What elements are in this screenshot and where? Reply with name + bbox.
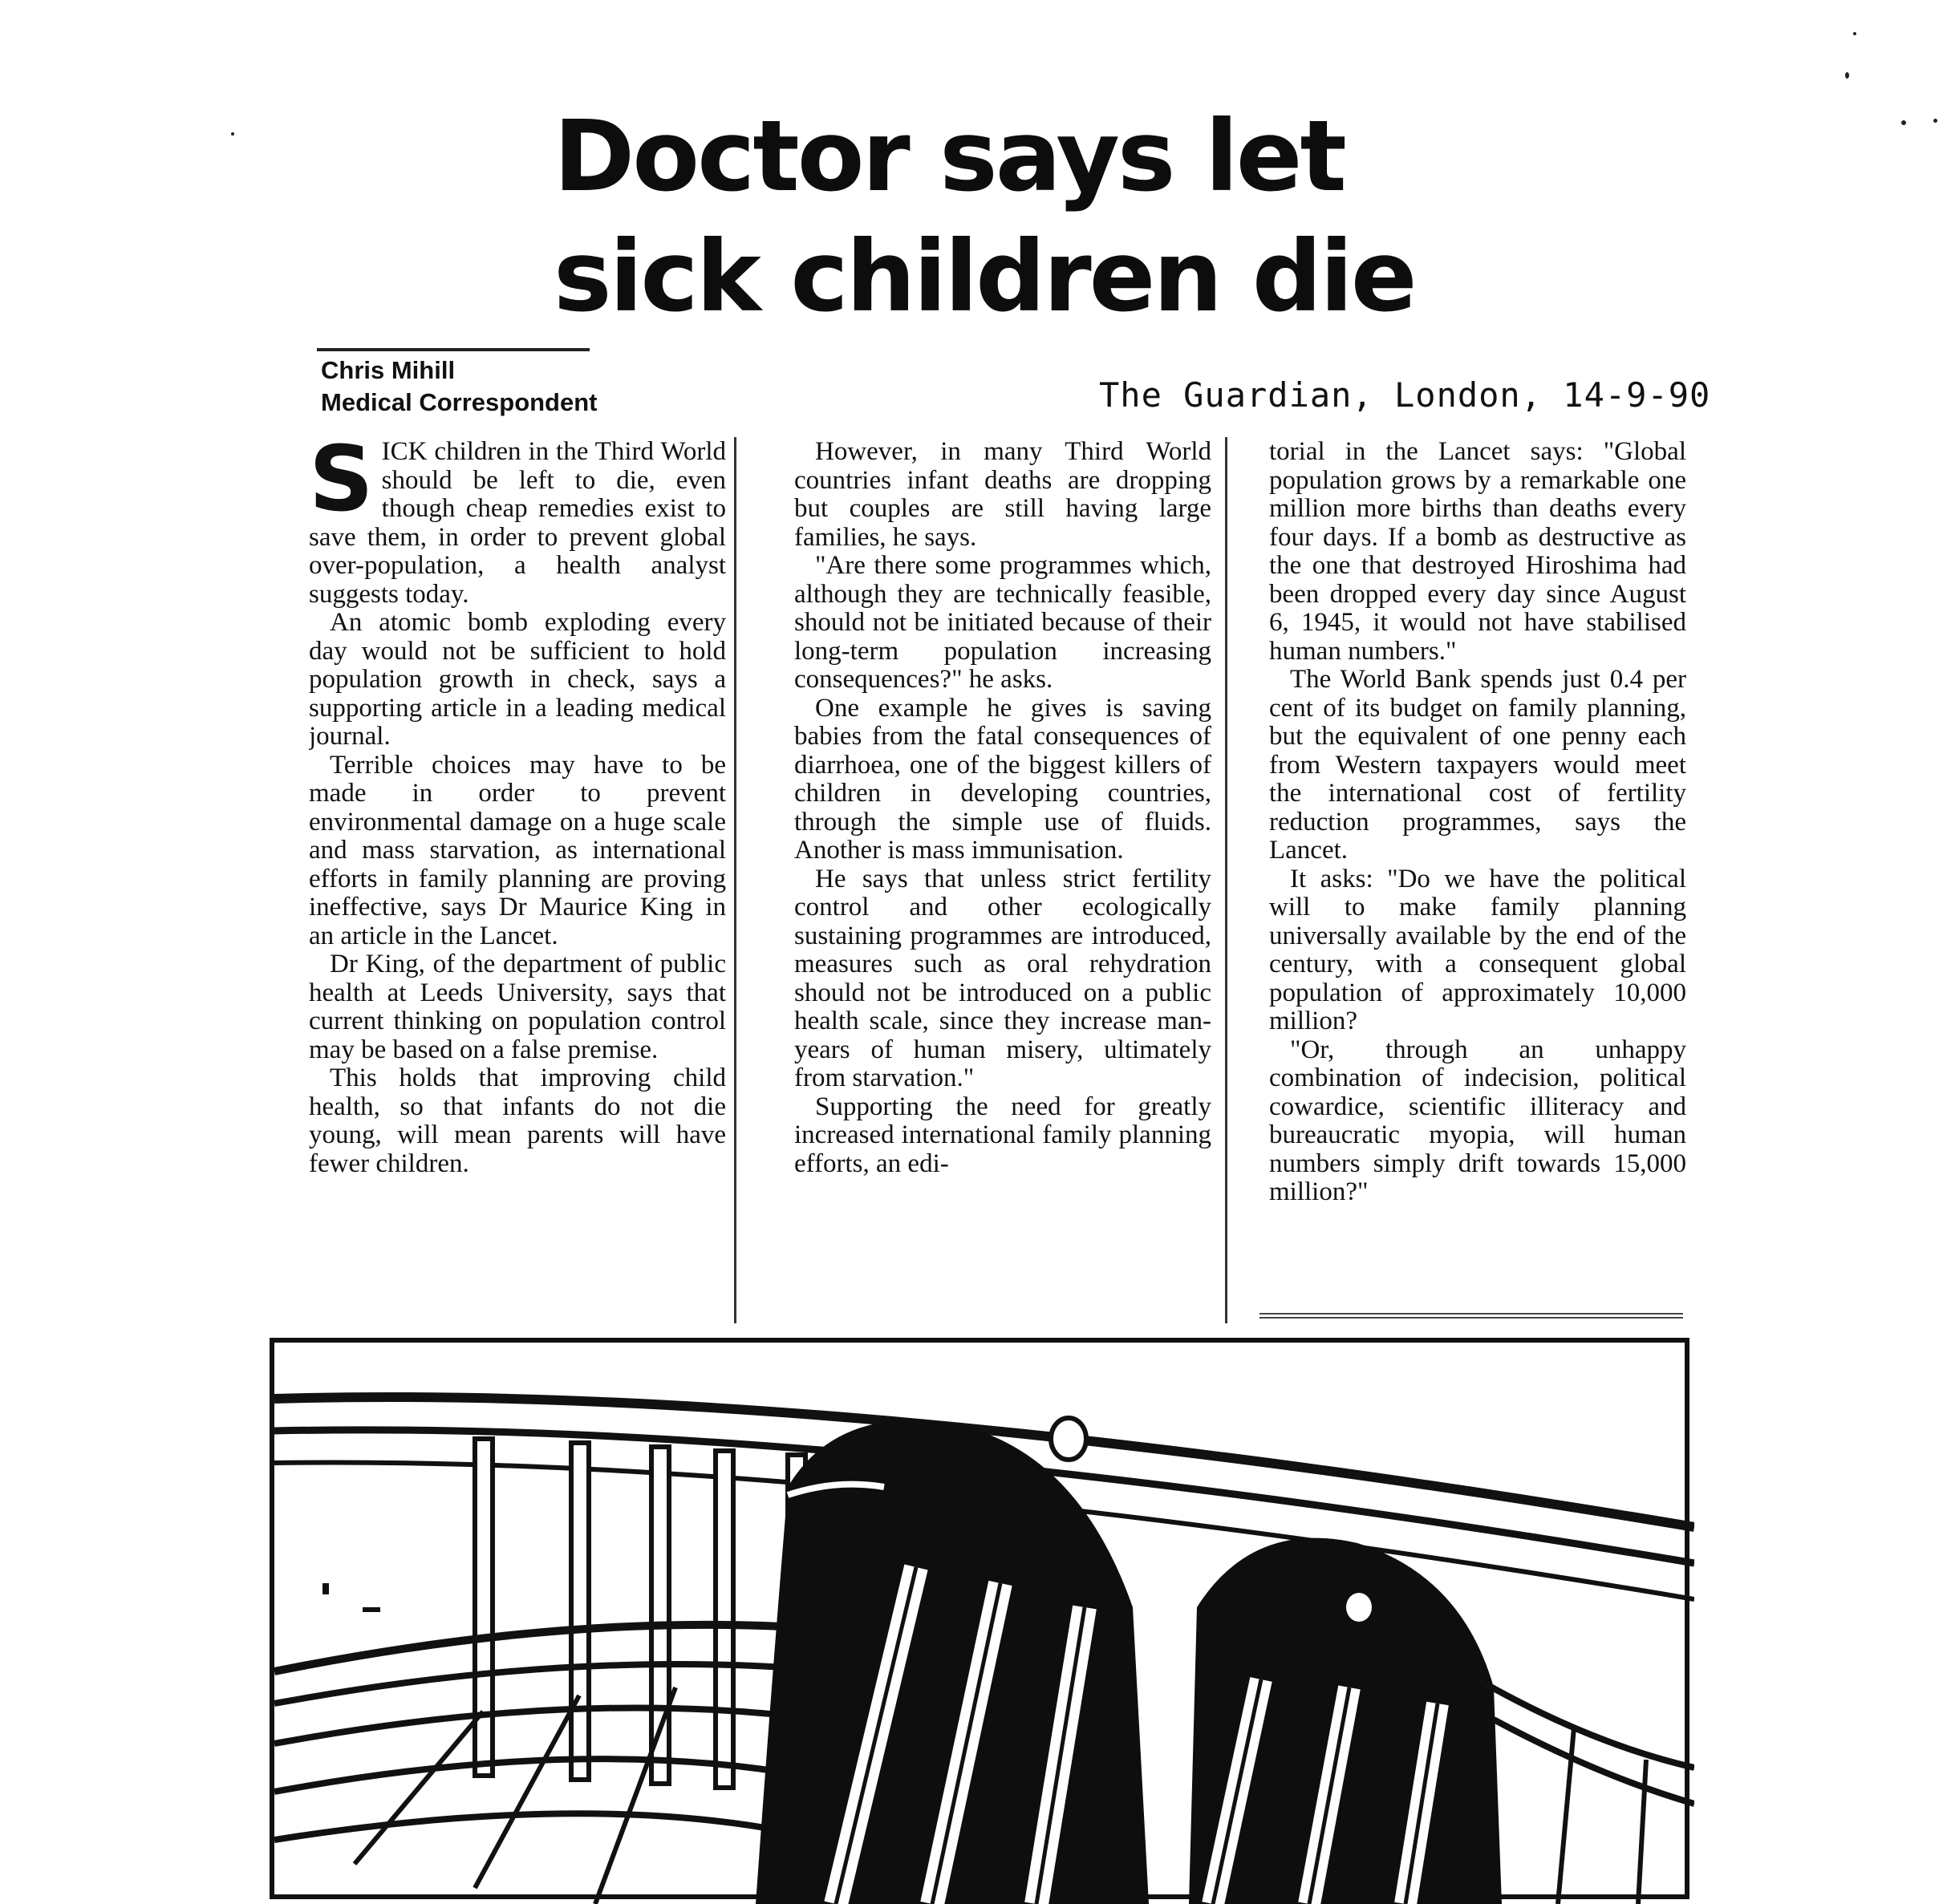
paragraph: An atomic bomb exploding every day would not be sufficient to hold population growth in check, says a supporting article in a leading medical journal. [309,608,726,751]
headline [554,96,1420,337]
scan-speck [1845,72,1849,79]
scan-speck [231,132,234,136]
paragraph: torial in the Lancet says: "Global population grows by a remarkable one million more births than deaths every four days. If a bomb as destructive as the one that destroyed Hiroshima had been dropped every day since August 6, 1945, it would not have stabilised human numbers." [1269,438,1686,666]
author-name: Chris Mihill [321,356,456,384]
paragraph: However, in many Third World countries infant deaths are dropping but couples are still having large families, he says. [794,438,1211,552]
paragraph: Terrible choices may have to be made in order to prevent environmental damage on a huge scale and mass starvation, as international efforts in family planning are proving ineffective, says Dr Maurice King in an article in the Lancet. [309,750,726,950]
cartoon-illustration [270,1338,1689,1899]
article-column-2 [794,438,1211,1328]
scan-speck [1901,120,1906,125]
headline-line-2: sick children die [554,220,1415,334]
paragraph: "Are there some programmes which, although they are technically feasible, should not be initiated because of their long-term population increasing consequences?" he asks. [794,551,1211,694]
paragraph: One example he gives is saving babies from the fatal consequences of diarrhoea, one of the biggest killers of children in developing countries, through the simple use of fluids. Another is mass immunisation. [794,693,1211,865]
article-column-3 [1269,438,1686,1328]
headline-line-1: Doctor says let [554,99,1345,213]
author-role: Medical Correspondent [321,388,598,416]
source-line: The Guardian, London, 14-9-90 [1099,375,1711,415]
paragraph-text: ICK children in the Third World should be left to die, even though cheap remedies exist to save them, in order to prevent global over-population, a health analyst suggests today. [309,438,726,609]
byline-rule [317,348,590,351]
scan-speck [1933,119,1937,123]
paragraph [309,438,726,609]
paragraph: "Or, through an unhappy combination of indecision, political cowardice, scientific illiteracy and bureaucratic myopia, will human numbers simply drift towards 15,000 million?" [1269,1035,1686,1206]
paragraph: He says that unless strict fertility control and other ecologically sustaining programmes are introduced, measures such as oral rehydration should not be introduced on a public health scale, since they increase man-years of human misery, ultimately from starvation." [794,864,1211,1092]
scan-speck [1853,32,1856,35]
drop-cap: S [309,438,374,532]
column-divider [1225,437,1227,1323]
paragraph: Supporting the need for greatly increased international family planning efforts, an edi- [794,1092,1211,1178]
byline [321,354,598,419]
paragraph: It asks: "Do we have the political will to make family planning universally available by the end of the century, with a consequent global population of approximately 10,000 million? [1269,864,1686,1035]
paragraph: This holds that improving child health, so that infants do not die young, will mean parents will have fewer children. [309,1063,726,1178]
paragraph: The World Bank spends just 0.4 per cent of its budget on family planning, but the equivalent of one penny each from Western taxpayers would meet the international cost of fertility reduction programmes, says the Lancet. [1269,665,1686,865]
cartoon-drawing [274,1343,1694,1904]
column-divider [734,437,736,1323]
article-end-rule [1259,1313,1683,1319]
paragraph: Dr King, of the department of public health at Leeds University, says that current thinking on population control may be based on a false premise. [309,950,726,1064]
article-column-1 [309,438,726,1328]
